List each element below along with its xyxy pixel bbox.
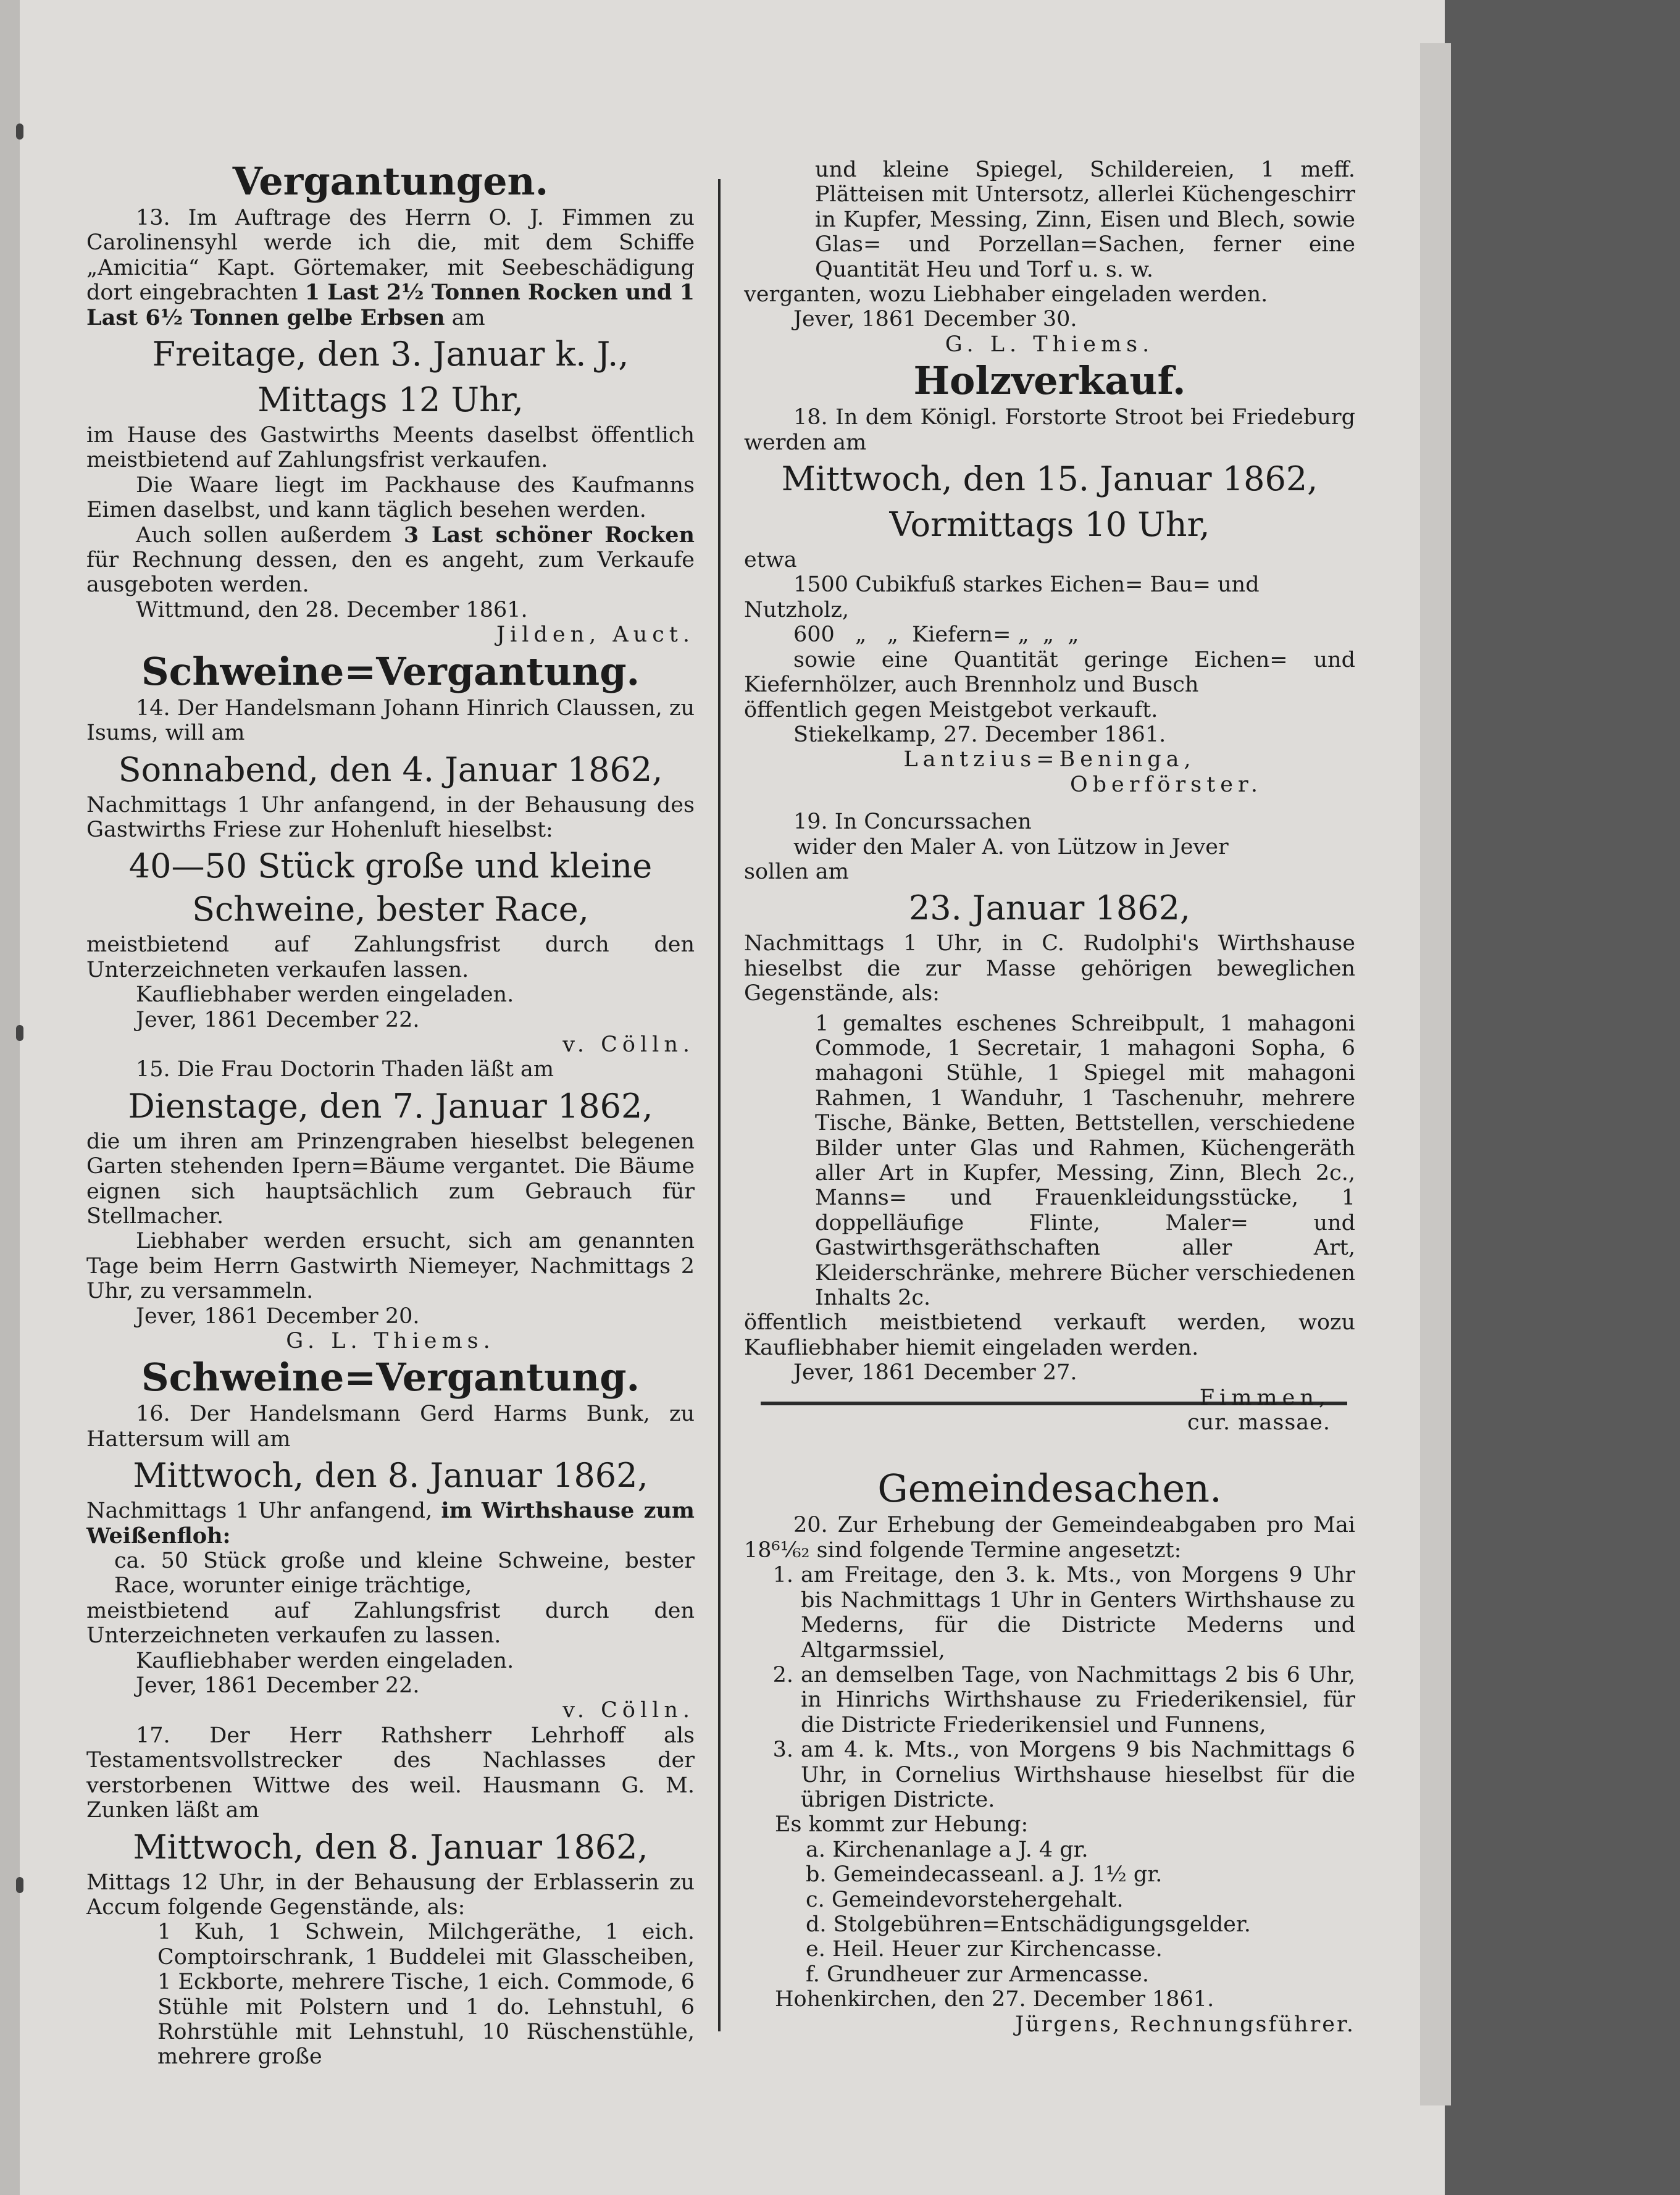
goods-headline: 40—50 Stück große und kleine Schweine, bester Race, [128, 847, 653, 929]
goods-list: ca. 50 Stück große und kleine Schweine, bester Race, worunter einige trächtige, [114, 1549, 695, 1599]
place-date: Jever, 1861 December 27. [793, 1360, 1077, 1386]
binding-spine [0, 0, 20, 2195]
place-date: Jever, 1861 December 22. [136, 1673, 420, 1699]
notice-text: Es kommt zur Hebung: [775, 1812, 1029, 1838]
notice-body: 20. Zur Erhebung der Gemeindeabgaben pro Mai 18⁶¹⁄₆₂ sind folgende Termine angesetzt: [744, 1513, 1355, 1563]
notice-body: 16. Der Handelsmann Gerd Harms Bunk, zu Hattersum will am [86, 1402, 695, 1452]
notice-15 [86, 1057, 695, 1353]
left-column [86, 157, 695, 2070]
notice-17-continued [744, 157, 1355, 357]
auction-date: Sonnabend, den 4. Januar 1862, [118, 750, 663, 789]
notice-body: 18. In dem Königl. Forstorte Stroot bei Friedeburg werden am [744, 405, 1355, 455]
column-divider [718, 179, 721, 2031]
levy-item: a. Kirchenanlage a J. 4 gr. [806, 1837, 1089, 1862]
goods-list: 1 Kuh, 1 Schwein, Milchgeräthe, 1 eich. Comptoirschrank, 1 Buddelei mit Glasscheiben, 1 Eckborte, mehrere Tische, 1 eich. Commode, 6 Stühle mit Polstern und 1 do. Lehnstuhl, 6 Rohrstühle mit Lehnstuhl, 10 Rüschenstühle, mehrere große [157, 1920, 695, 2070]
notice-text: im Hause des Gastwirths Meents daselbst öffentlich meistbietend auf Zahlungsfrist verkaufen. [86, 423, 695, 473]
notice-text: Liebhaber werden ersucht, sich am genannten Tage beim Herrn Gastwirth Niemeyer, Nachmittags 2 Uhr, zu versammeln. [86, 1229, 695, 1304]
notice-body: 15. Die Frau Doctorin Thaden läßt am [136, 1057, 554, 1082]
notice-body: sollen am [744, 859, 849, 884]
notice-20 [744, 1513, 1355, 2037]
section-title-schweine-vergantung: Schweine=Vergantung. [141, 1355, 640, 1400]
signature: v. Cölln. [562, 1698, 695, 1723]
goods-line: sowie eine Quantität geringe Eichen= und Kiefernhölzer, auch Brennholz und Busch [744, 647, 1355, 698]
auction-date: Dienstage, den 7. Januar 1862, [128, 1086, 653, 1126]
notice-text: Auch sollen außerdem 3 Last schöner Rocken für Rechnung dessen, den es angeht, zum Verkaufe ausgeboten werden. [86, 522, 695, 598]
notice-14 [86, 696, 695, 1058]
notice-18 [744, 405, 1355, 797]
auction-date: Freitage, den 3. Januar k. J., [152, 335, 629, 374]
page-edge [1420, 43, 1451, 2105]
signature: v. Cölln. [562, 1032, 695, 1057]
section-title-holzverkauf: Holzverkauf. [913, 358, 1186, 404]
place-date: Jever, 1861 December 30. [793, 307, 1077, 332]
goods-list: und kleine Spiegel, Schildereien, 1 meff. Plätteisen mit Untersotz, allerlei Küchengeschirr in Kupfer, Messing, Zinn, Eisen und Blech, sowie Glas= und Porzellan=Sachen, ferner eine Quantität Heu und Torf u. s. w. [815, 157, 1355, 282]
section-title-vergantungen: Vergantungen. [232, 159, 549, 204]
levy-item: b. Gemeindecasseanl. a J. 1½ gr. [806, 1862, 1163, 1888]
notice-text: öffentlich gegen Meistgebot verkauft. [744, 697, 1158, 722]
signature: Jürgens, Rechnungsführer. [1015, 2012, 1355, 2037]
term-item: 3. am 4. k. Mts., von Morgens 9 bis Nachmittags 6 Uhr, in Cornelius Wirthshause hieselbst für die übrigen Districte. [772, 1737, 1355, 1812]
auction-date: 23. Januar 1862, [908, 888, 1191, 928]
levy-list [806, 1838, 1355, 1987]
levy-item: d. Stolgebühren=Entschädigungsgelder. [806, 1912, 1251, 1937]
auction-time: Mittags 12 Uhr, [257, 380, 524, 420]
notice-19 [744, 809, 1355, 1435]
term-item: 2. an demselben Tage, von Nachmittags 2 bis 6 Uhr, in Hinrichs Wirthshause zu Friederikensiel, für die Districte Friederikensiel und Funnens, [772, 1662, 1355, 1737]
place-date: Hohenkirchen, den 27. December 1861. [775, 1987, 1214, 2012]
term-item: 1. am Freitage, den 3. k. Mts., von Morgens 9 Uhr bis Nachmittags 1 Uhr in Genters Wirthshause zu Mederns, für die Districte Mederns und Altgarmssiel, [772, 1563, 1355, 1663]
notice-text: meistbietend auf Zahlungsfrist durch den Unterzeichneten verkaufen zu lassen. [86, 1598, 695, 1649]
notice-body: 13. Im Auftrage des Herrn O. J. Fimmen zu Carolinensyhl werde ich die, mit dem Schiffe „Amicitia“ Kapt. Görtemaker, mit Seebeschädigung dort eingebrachten 1 Last 2½ Tonnen Rocken und 1 Last 6½ Tonnen gelbe Erbsen am [86, 206, 695, 330]
notice-text: Nachmittags 1 Uhr anfangend, im Wirthshause zum Weißenfloh: [86, 1498, 695, 1549]
notice-16 [86, 1402, 695, 1723]
signature-role: Oberförster. [1069, 772, 1263, 797]
terms-list [756, 1563, 1355, 1812]
notice-body: 14. Der Handelsmann Johann Hinrich Claussen, zu Isums, will am [86, 695, 695, 746]
auction-time: Vormittags 10 Uhr, [889, 505, 1210, 545]
notice-text: Kaufliebhaber werden eingeladen. [136, 1648, 514, 1673]
goods-list: 1 gemaltes eschenes Schreibpult, 1 mahagoni Commode, 1 Secretair, 1 mahagoni Sopha, 6 mahagoni Stühle, 1 Spiegel mit mahagoni Rahmen, 1 Wanduhr, 1 Taschenuhr, mehrere Tische, Bänke, Betten, Bettstellen, verschiedene Bilder unter Glas und Rahmen, Küchengeräth aller Art in Kupfer, Messing, Zinn, Blech 2c., Manns= und Frauenkleidungsstücke, 1 doppelläufige Flinte, Maler= und Gastwirthsgeräthschaften aller Art, Kleiderschränke, mehrere Bücher verschiedenen Inhalts 2c. [815, 1011, 1355, 1311]
notice-body: wider den Maler A. von Lützow in Jever [793, 834, 1229, 859]
notice-text: Kaufliebhaber werden eingeladen. [136, 982, 514, 1008]
notice-text: meistbietend auf Zahlungsfrist durch den Unterzeichneten verkaufen lassen. [86, 932, 695, 982]
binding-hole [16, 1877, 23, 1893]
notice-text: Die Waare liegt im Packhause des Kaufmanns Eimen daselbst, und kann täglich besehen werden. [86, 472, 695, 523]
notice-body: 17. Der Herr Rathsherr Lehrhoff als Testamentsvollstrecker des Nachlasses der verstorbenen Wittwe des weil. Hausmann G. M. Zunken läßt am [86, 1723, 695, 1823]
section-title-gemeindesachen: Gemeindesachen. [877, 1466, 1222, 1511]
auction-date: Mittwoch, den 15. Januar 1862, [781, 459, 1318, 499]
auction-date: Mittwoch, den 8. Januar 1862, [133, 1456, 648, 1495]
notice-body: 19. In Concurssachen [793, 809, 1032, 835]
binding-hole [16, 123, 23, 140]
levy-item: e. Heil. Heuer zur Kirchencasse. [806, 1937, 1163, 1962]
notice-17 [86, 1723, 695, 2070]
signature-role: cur. massae. [1187, 1410, 1331, 1436]
place-date: Stiekelkamp, 27. December 1861. [793, 722, 1166, 747]
notice-text: Mittags 12 Uhr, in der Behausung der Erblasserin zu Accum folgende Gegenstände, als: [86, 1870, 695, 1920]
signature: Fimmen, [1199, 1385, 1331, 1410]
notice-text: etwa [744, 548, 797, 573]
auction-date: Mittwoch, den 8. Januar 1862, [133, 1827, 648, 1867]
goods-line: 1500 Cubikfuß starkes Eichen= Bau= und Nutzholz, [744, 572, 1260, 622]
place-date: Wittmund, den 28. December 1861. [136, 597, 528, 622]
notice-text: verganten, wozu Liebhaber eingeladen werden. [744, 282, 1268, 307]
notice-13 [86, 206, 695, 648]
notice-text: öffentlich meistbietend verkauft werden, wozu Kaufliebhaber hiemit eingeladen werden. [744, 1310, 1355, 1360]
place-date: Jever, 1861 December 22. [136, 1007, 420, 1032]
section-title-schweine-vergantung: Schweine=Vergantung. [141, 648, 640, 694]
signature: Lantzius=Beninga, [903, 747, 1196, 772]
right-column [744, 157, 1355, 2037]
place-date: Jever, 1861 December 20. [136, 1303, 420, 1329]
levy-item: f. Grundheuer zur Armencasse. [806, 1962, 1150, 1987]
notice-text: Nachmittags 1 Uhr anfangend, in der Behausung des Gastwirths Friese zur Hohenluft hieselbst: [86, 792, 695, 842]
binding-hole [16, 1025, 23, 1041]
signature: G. L. Thiems. [286, 1329, 495, 1353]
signature: G. L. Thiems. [945, 332, 1155, 357]
notice-text: Nachmittags 1 Uhr, in C. Rudolphi's Wirthshause hieselbst die zur Masse gehörigen beweglichen Gegenstände, als: [744, 931, 1355, 1006]
notice-text: die um ihren am Prinzengraben hieselbst belegenen Garten stehenden Ipern=Bäume vergantet. Die Bäume eignen sich hauptsächlich zum Gebrauch für Stellmacher. [86, 1129, 695, 1229]
goods-line: 600 „ „ Kiefern= „ „ „ [793, 622, 1079, 648]
levy-item: c. Gemeindevorstehergehalt. [806, 1887, 1124, 1912]
signature: Jilden, Auct. [496, 622, 695, 648]
